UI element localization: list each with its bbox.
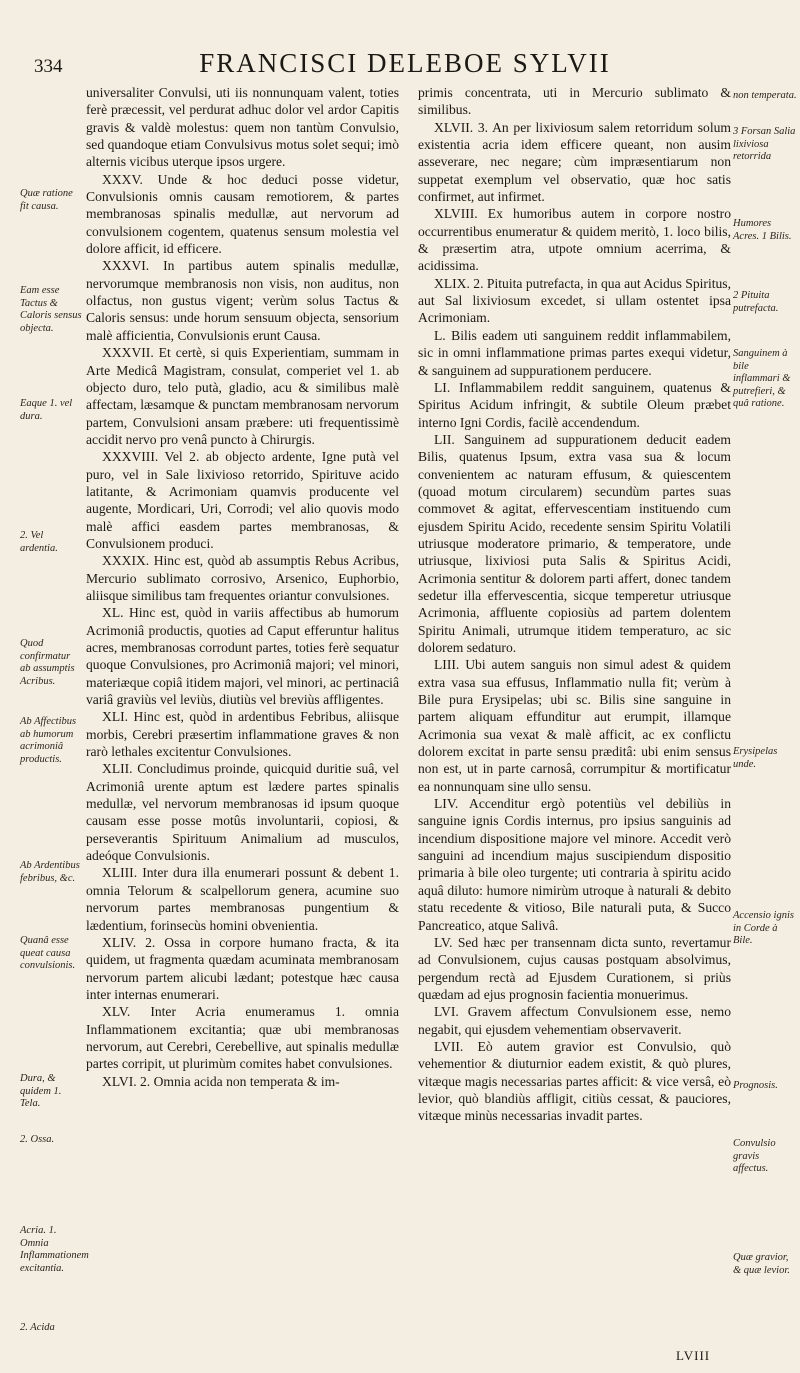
paragraph: XLVII. 3. An per lixiviosum salem retorridum solum existentia acria idem efficere queant, non ausim asseverare, nec negare; cùm impræsentiarum non suppetat exemplum vel observatio, quæ hoc satis confirmet, aut infirmet. bbox=[418, 119, 731, 205]
catchword: LVIII bbox=[676, 1348, 711, 1363]
paragraph: XLII. Concludimus proinde, quicquid duritie suâ, vel Acrimoniâ urente aptum est lædere partes spinalis medullæ, vel nervorum membranosas id ipsum quoque causam esse posse motûs involuntarii, copiosi, & perseverantis Spirituum Animalium ad musculos, adeóque Convulsionis. bbox=[86, 761, 399, 864]
paragraph: XXXIX. Hinc est, quòd ab assumptis Rebus Acribus, Mercurio sublimato corrosivo, Arsenico, Euphorbio, aliisque similibus tam frequentes oriantur convulsiones. bbox=[86, 553, 399, 603]
margin-note: non temperata. bbox=[733, 90, 797, 101]
margin-note: Quæ gravior, & quæ levior. bbox=[733, 1252, 790, 1276]
margin-note: Quæ ratione fit causa. bbox=[20, 188, 73, 212]
running-head: FRANCISCI DELEBOE SYLVII bbox=[199, 48, 611, 78]
margin-note: 2 Pituita putrefacta. bbox=[733, 290, 779, 314]
paragraph: LIII. Ubi autem sanguis non simul adest & quidem extra vasa sua effusus, Inflammatio nulla fit; verùm à Bile pura Erysipelas; ubi sc. Bilis sine sanguine in partem aliquam effunditur aut erumpit, illamque Acrimonia sua vexat & malè afficit, ac ex conflictu dolorem excitat in parte sensu præditâ: ubi enim sensus non est, ut in parte carnosâ, corrumpitur & mortificatur ea nonnunquam sine ullo sensu. bbox=[418, 657, 731, 794]
paragraph: primis concentrata, uti in Mercurio sublimato & similibus. bbox=[418, 85, 731, 118]
margin-note: Sanguinem à bile inflammari & putrefieri, & quâ ratione. bbox=[733, 348, 791, 409]
paragraph: XLVI. 2. Omnia acida non temperata & im- bbox=[102, 1073, 340, 1089]
margin-note: Dura, & quidem 1. Tela. bbox=[20, 1073, 62, 1109]
margin-note: Erysipelas unde. bbox=[733, 746, 778, 770]
margin-note: 2. Ossa. bbox=[20, 1134, 55, 1145]
margin-note: Prognosis. bbox=[733, 1080, 778, 1091]
margin-note: Convulsio gravis affectus. bbox=[733, 1138, 776, 1174]
margin-note: Quod confirmatur ab assumptis Acribus. bbox=[20, 638, 75, 687]
paragraph: XXXV. Unde & hoc deduci posse videtur, Convulsionis omnis causam remotiorem, & partes membranosas spinalis medullæ, aut nervorum ad convulsionem cogentem, quatenus sensum molestia vel dolore afficit, id efficere. bbox=[86, 171, 399, 257]
paragraph: XXXVII. Et certè, si quis Experientiam, summam in Arte Medicâ Magistram, consulat, comperiet vel 1. ab objecto duro, telo putà, gladio, acu & similibus malè affectam, læsamque & punctam membranosam nervorum partem, Convulsioni ansam præbere: uti frequentissimè accidit nervo pro venâ puncto à Chirurgis. bbox=[86, 345, 399, 447]
paragraph: XLIV. 2. Ossa in corpore humano fracta, & ita quidem, ut fragmenta quædam acuminata membranosam nervorum partem alicubi lædant; potestque hæc causa inter internas enumerari. bbox=[86, 934, 399, 1002]
margin-note: Acria. 1. Omnia Inflammationem excitantia. bbox=[20, 1225, 89, 1274]
margin-note: 2. Acida bbox=[20, 1322, 55, 1333]
margin-note: Eam esse Tactus & Caloris sensus objecta. bbox=[20, 285, 82, 334]
margin-note: Ab Ardentibus febribus, &c. bbox=[20, 860, 80, 884]
left-text-column bbox=[86, 84, 399, 1346]
paragraph: LIV. Accenditur ergò potentiùs vel debiliùs in sanguine ignis Cordis internus, pro ipsius sanguinis ad incendium dispositione majore vel minore. Accedit verò sanguini ad incendium majus suscipiendum dispositio primaria à bile oleo turgente; uti contraria à spiritu acido aquâ diluto: humore nimirùm utroque à naturali & debito statu recedente & vitioso, Bile naturali puta, & Succo Pancreatico, atque Salivâ. bbox=[418, 796, 731, 933]
margin-note: Humores Acres. 1 Bilis. bbox=[733, 218, 792, 242]
paragraph: XLVIII. Ex humoribus autem in corpore nostro occurrentibus enumeratur & quidem meritò, 1. loco bilis, & præsertim atra, utpote omnium acerrima, & acidissima. bbox=[418, 206, 731, 274]
margin-note: 2. Vel ardentia. bbox=[20, 530, 58, 554]
paragraph: LVII. Eò autem gravior est Convulsio, quò vehementior & diuturnior eadem existit, & quò plures, vitæque magis necessarias partes afficit: & vice versâ, eò levior, quò blandiùs affligit, citiùs cessat, & pauciores, vitæque minùs necessarias invadit partes. bbox=[418, 1038, 731, 1124]
margin-note: Eaque 1. vel dura. bbox=[20, 398, 73, 422]
paragraph: XLV. Inter Acria enumeramus 1. omnia Inflammationem excitantia; quæ ubi membranosas nervorum, aut Cerebri, Cerebellive, aut spinalis medullæ partes corripit, ut plurimùm comites habet convulsiones. bbox=[86, 1004, 399, 1072]
paragraph: XLIII. Inter dura illa enumerari possunt & debent 1. omnia Telorum & scalpellorum genera, acumine suo nervorum partes membranosas pungentium & lædentium, forinsecùs homini obvenientia. bbox=[86, 865, 399, 933]
paragraph: XXXVIII. Vel 2. ab objecto ardente, Igne putà vel puro, vel in Sale lixivioso retorrido, Spirituve acido latitante, & Acrimoniam quamvis producente vel augente, Mordicari, Uri, Corrodi; vel alio quovis modo malè affici easdem partes membranosas, & Convulsionem produci. bbox=[86, 449, 399, 551]
paragraph: LV. Sed hæc per transennam dicta sunto, revertamur ad Convulsionem, cujus causas postquam absolvimus, pergendum rectà ad Ejusdem Curationem, si priùs quædam ad ejus prognosin facientia monuerimus. bbox=[418, 934, 731, 1002]
paragraph: XXXVI. In partibus autem spinalis medullæ, nervorumque membranosis non visis, non auditus, non olfactus, non gustus vigent; verùm solus Tactus & Caloris sensus: unde horum sensuum objecta, sensorium malè afficientia, Convulsionis erunt Causa. bbox=[86, 258, 399, 343]
paragraph: LVI. Gravem affectum Convulsionem esse, nemo negabit, qui ejusdem vehementiam observaverit. bbox=[418, 1004, 731, 1037]
page-number: 334 bbox=[34, 56, 63, 77]
margin-note: Ab Affectibus ab humorum acrimoniâ productis. bbox=[20, 716, 77, 765]
paragraph: LII. Sanguinem ad suppurationem deducit eadem Bilis, quatenus Ipsum, extra vasa sua & locum convenientem ac naturam effusum, & quiescentem (quoad motum circularem) secundùm partes suas commovet & agitat, effervescentiam instituendo cum ejusdem Spiritu Acido, recedente sensim Spiritu Volatili utriusque moderatore primario, & temperatore, unde utriusque, lixiviosi puta Salis & Spiritus Acidi, Acrimonia sentitur & dolorem parti affert, donec tandem sedetur illa effervescentia, sicque temperetur utriusque Acrimonia, affluente copiosiùs ad partem dolentem Spiritu Animali, utrumque itidem temperaturo, ac sic dolorem sedaturo. bbox=[418, 431, 731, 655]
paragraph: XLI. Hinc est, quòd in ardentibus Febribus, aliisque morbis, Cerebri præsertim inflammatione graves & non rarò lethales excitentur Convulsiones. bbox=[86, 709, 399, 760]
paragraph: LI. Inflammabilem reddit sanguinem, quatenus & Spiritus Acidum infringit, & subtile Oleum præbet interno Igni Cordis, facilè accendendum. bbox=[418, 379, 731, 430]
paragraph: XL. Hinc est, quòd in variis affectibus ab humorum Acrimoniâ productis, quoties ad Caput efferuntur halitus acres, membranosas corrodunt partes, toties ferè sequatur quoque Convulsiones, pro Acrimoniâ majori; vel minori, materiæque copiâ itidem majori, vel minori, ac pertinaciâ variâ graviùs vel leviùs, diutiùs vel breviùs affligentes. bbox=[86, 605, 399, 708]
paragraph: L. Bilis eadem uti sanguinem reddit inflammabilem, sic in omni inflammatione primas partes exequi videtur, & sanguinem ad suppurationem perducere. bbox=[418, 327, 731, 378]
paragraph: universaliter Convulsi, uti iis nonnunquam valent, toties ferè præcessit, vel perdurat adhuc dolor vel ardor Capitis gravis & valdè molestus: quem non tantùm Convulsio, sed quandoque etiam Convulsivus motus solet sequi; imò alternis vicibus uterque ipsos urgere. bbox=[86, 85, 399, 170]
margin-note: Accensio ignis in Corde à Bile. bbox=[733, 910, 794, 946]
margin-note: Quanâ esse queat causa convulsionis. bbox=[20, 935, 76, 971]
right-text-column bbox=[418, 84, 731, 1346]
margin-note: 3 Forsan Salia lixiviosa retorrida bbox=[733, 126, 796, 162]
paragraph: XLIX. 2. Pituita putrefacta, in qua aut Acidus Spiritus, aut Sal lixiviosum excedet, si ullam ostentet ipsa Acrimoniam. bbox=[418, 275, 731, 326]
